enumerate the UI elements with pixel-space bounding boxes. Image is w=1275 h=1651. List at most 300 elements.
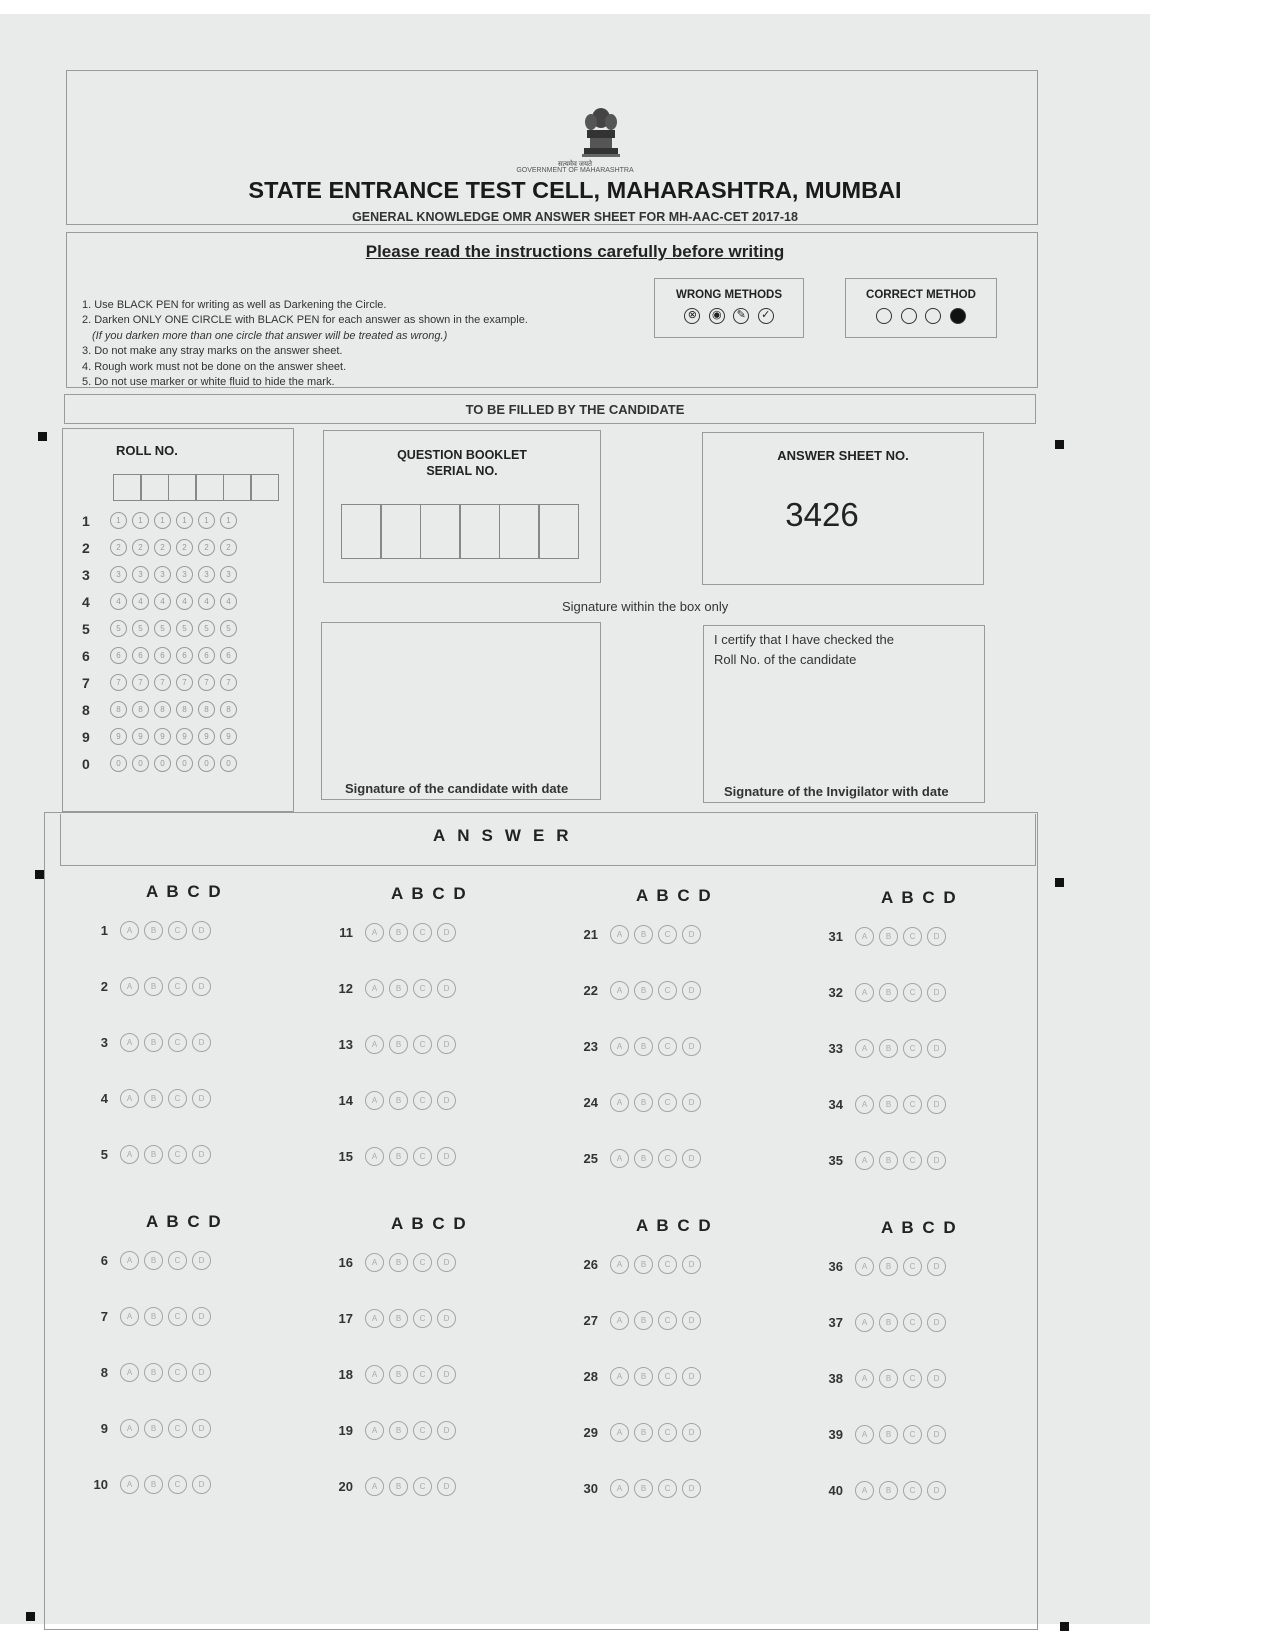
answer-bubble[interactable]: C (413, 1477, 432, 1496)
answer-bubble[interactable]: A (610, 1423, 629, 1442)
answer-bubble[interactable]: B (389, 1365, 408, 1384)
roll-digit-bubble[interactable]: 1 (110, 512, 127, 529)
answer-bubble[interactable]: C (168, 921, 187, 940)
answer-bubble[interactable]: B (144, 977, 163, 996)
roll-no-cell[interactable] (168, 474, 197, 501)
booklet-serial-cell[interactable] (420, 504, 461, 559)
answer-bubble[interactable]: A (120, 977, 139, 996)
answer-bubble[interactable]: C (658, 1255, 677, 1274)
question-number: 21 (583, 926, 598, 942)
answer-bubble[interactable]: B (634, 1149, 653, 1168)
answer-bubble[interactable]: C (168, 1145, 187, 1164)
answer-bubble[interactable]: B (144, 1419, 163, 1438)
option-header: A B C D (881, 1218, 956, 1237)
answer-bubble[interactable]: D (682, 1149, 701, 1168)
certify-line2: Roll No. of the candidate (714, 652, 857, 667)
booklet-serial-label (323, 447, 601, 479)
roll-digit-bubble[interactable]: 4 (220, 593, 237, 610)
roll-digit-bubble[interactable]: 4 (154, 593, 171, 610)
roll-digit-bubble[interactable]: 8 (154, 701, 171, 718)
roll-digit-bubble[interactable]: 6 (154, 647, 171, 664)
answer-bubble[interactable]: B (144, 1363, 163, 1382)
roll-digit-bubble[interactable]: 9 (176, 728, 193, 745)
answer-bubble[interactable]: C (658, 1093, 677, 1112)
answer-bubble[interactable]: A (610, 1311, 629, 1330)
answer-bubble[interactable]: C (903, 1313, 922, 1332)
roll-digit-bubble[interactable]: 8 (132, 701, 149, 718)
roll-digit-bubble[interactable]: 8 (176, 701, 193, 718)
booklet-serial-cell[interactable] (341, 504, 382, 559)
booklet-label-line1: QUESTION BOOKLET (397, 448, 527, 462)
answer-sheet-number: 3426 (785, 496, 859, 533)
roll-digit-bubble[interactable]: 1 (132, 512, 149, 529)
answer-bubble[interactable]: A (855, 983, 874, 1002)
answer-bubble[interactable]: B (879, 1481, 898, 1500)
booklet-serial-cells (342, 504, 579, 559)
question-number: 8 (100, 1364, 108, 1380)
roll-digit-row (82, 588, 242, 615)
wrong-tick-icon: ✓ (758, 308, 774, 324)
answer-bubble[interactable]: A (365, 1365, 384, 1384)
registration-mark (1055, 440, 1064, 449)
answer-bubble[interactable]: A (610, 1479, 629, 1498)
answer-bubble[interactable]: C (413, 1147, 432, 1166)
answer-bubble[interactable]: A (610, 1093, 629, 1112)
roll-digit-label: 7 (82, 674, 90, 691)
answer-bubble[interactable]: C (413, 979, 432, 998)
answer-bubble[interactable]: C (168, 1251, 187, 1270)
answer-bubble[interactable]: D (192, 921, 211, 940)
candidate-signature-box[interactable] (321, 622, 601, 800)
roll-digit-bubble[interactable]: 9 (220, 728, 237, 745)
answer-bubble[interactable]: A (855, 1313, 874, 1332)
question-number: 38 (828, 1370, 843, 1386)
question-number: 5 (100, 1146, 108, 1162)
question-number: 27 (583, 1312, 598, 1328)
roll-digit-bubble[interactable]: 1 (176, 512, 193, 529)
roll-digit-bubble[interactable]: 2 (198, 539, 215, 556)
answer-bubble[interactable]: A (610, 1037, 629, 1056)
roll-digit-bubble[interactable]: 8 (220, 701, 237, 718)
roll-digit-bubble[interactable]: 1 (154, 512, 171, 529)
answer-bubble[interactable]: D (192, 1089, 211, 1108)
option-header: A B C D (146, 882, 221, 901)
answer-bubble[interactable]: D (682, 1367, 701, 1386)
answer-bubble[interactable]: A (855, 1151, 874, 1170)
roll-digit-label: 6 (82, 647, 90, 664)
answer-bubble[interactable]: A (365, 1147, 384, 1166)
roll-digit-bubble[interactable]: 9 (110, 728, 127, 745)
roll-digit-bubble[interactable]: 3 (110, 566, 127, 583)
answer-bubble[interactable]: D (192, 1033, 211, 1052)
answer-bubble[interactable]: B (879, 1039, 898, 1058)
answer-bubble[interactable]: A (855, 1369, 874, 1388)
roll-digit-bubble[interactable]: 7 (132, 674, 149, 691)
answer-bubble[interactable]: D (437, 1365, 456, 1384)
answer-bubble[interactable]: C (903, 1481, 922, 1500)
answer-bubble[interactable]: C (413, 1253, 432, 1272)
answer-bubble[interactable]: B (879, 983, 898, 1002)
answer-bubble[interactable]: C (658, 1367, 677, 1386)
answer-bubble[interactable]: C (168, 1419, 187, 1438)
answer-bubble[interactable]: B (389, 1253, 408, 1272)
answer-bubble[interactable]: B (144, 1475, 163, 1494)
roll-digit-bubble[interactable]: 6 (176, 647, 193, 664)
answer-bubble[interactable]: B (634, 1367, 653, 1386)
answer-bubble[interactable]: C (658, 1149, 677, 1168)
question-number: 32 (828, 984, 843, 1000)
answer-bubble[interactable]: A (855, 1095, 874, 1114)
answer-bubble[interactable]: D (192, 1251, 211, 1270)
answer-bubble[interactable]: D (682, 1479, 701, 1498)
roll-digit-bubble[interactable]: 5 (198, 620, 215, 637)
answer-bubble[interactable]: D (437, 923, 456, 942)
roll-digit-bubble[interactable]: 2 (220, 539, 237, 556)
question-number: 39 (828, 1426, 843, 1442)
roll-no-cell[interactable] (250, 474, 279, 501)
question-row (805, 1092, 951, 1116)
instruction-item: 5. Do not use marker or white fluid to hide the mark. (82, 376, 335, 389)
question-row (315, 1306, 461, 1330)
answer-bubble[interactable]: A (365, 923, 384, 942)
wrong-dot-icon: ◉ (709, 308, 725, 324)
answer-bubble[interactable]: C (168, 1033, 187, 1052)
roll-digit-bubble[interactable]: 3 (154, 566, 171, 583)
roll-no-cell[interactable] (223, 474, 252, 501)
answer-bubble[interactable]: B (879, 1151, 898, 1170)
roll-digit-bubble[interactable]: 2 (132, 539, 149, 556)
answer-bubble[interactable]: D (682, 925, 701, 944)
answer-bubble[interactable]: D (682, 1037, 701, 1056)
roll-digit-bubble[interactable]: 7 (110, 674, 127, 691)
roll-digit-row (82, 696, 242, 723)
answer-bubble[interactable]: B (144, 1089, 163, 1108)
answer-bubble[interactable]: B (144, 1033, 163, 1052)
answer-bubble[interactable]: B (634, 1311, 653, 1330)
answer-bubble[interactable]: D (927, 1039, 946, 1058)
answer-bubble[interactable]: A (365, 1477, 384, 1496)
answer-bubble[interactable]: A (610, 925, 629, 944)
roll-digit-bubble[interactable]: 9 (154, 728, 171, 745)
wrong-cross-icon: ⊗ (684, 308, 700, 324)
answer-bubble[interactable]: C (903, 1425, 922, 1444)
roll-digit-bubble[interactable]: 0 (198, 755, 215, 772)
roll-digit-label: 9 (82, 728, 90, 745)
roll-digit-bubble[interactable]: 1 (198, 512, 215, 529)
question-number: 15 (338, 1148, 353, 1164)
answer-bubble[interactable]: B (879, 1313, 898, 1332)
answer-bubble[interactable]: C (413, 1421, 432, 1440)
answer-bubble[interactable]: D (927, 1313, 946, 1332)
answer-bubble[interactable]: D (437, 1253, 456, 1272)
answer-bubble[interactable]: D (437, 1477, 456, 1496)
answer-bubble[interactable]: A (365, 1253, 384, 1272)
question-number: 33 (828, 1040, 843, 1056)
roll-digit-bubble[interactable]: 0 (110, 755, 127, 772)
answer-bubble[interactable]: D (682, 981, 701, 1000)
roll-digit-bubble[interactable]: 0 (176, 755, 193, 772)
answer-bubble[interactable]: B (879, 1425, 898, 1444)
answer-bubble[interactable]: B (389, 1147, 408, 1166)
answer-bubble[interactable]: A (120, 1145, 139, 1164)
roll-digit-bubble[interactable]: 7 (220, 674, 237, 691)
roll-digit-bubble[interactable]: 6 (110, 647, 127, 664)
booklet-serial-cell[interactable] (538, 504, 579, 559)
answer-bubble[interactable]: D (192, 1145, 211, 1164)
answer-bubble[interactable]: B (389, 1091, 408, 1110)
answer-bubble[interactable]: A (365, 1035, 384, 1054)
answer-bubble[interactable]: D (192, 1419, 211, 1438)
roll-digit-bubble[interactable]: 2 (110, 539, 127, 556)
answer-bubble[interactable]: D (927, 1257, 946, 1276)
question-number: 25 (583, 1150, 598, 1166)
roll-digit-bubble[interactable]: 4 (176, 593, 193, 610)
answer-bubble[interactable]: B (634, 1037, 653, 1056)
roll-digit-bubble[interactable]: 4 (110, 593, 127, 610)
roll-digit-bubble[interactable]: 8 (198, 701, 215, 718)
roll-digit-bubble[interactable]: 3 (132, 566, 149, 583)
instruction-item: 3. Do not make any stray marks on the answer sheet. (82, 345, 343, 358)
answer-bubble[interactable]: D (927, 1151, 946, 1170)
roll-digit-bubble[interactable]: 4 (132, 593, 149, 610)
answer-bubble[interactable]: C (658, 1479, 677, 1498)
roll-digit-row (82, 507, 242, 534)
roll-digit-bubble[interactable]: 6 (220, 647, 237, 664)
answer-bubble[interactable]: A (855, 1425, 874, 1444)
answer-bubble[interactable]: D (192, 1307, 211, 1326)
answer-bubble[interactable]: A (855, 1257, 874, 1276)
answer-bubble[interactable]: D (437, 1421, 456, 1440)
answer-bubble[interactable]: B (634, 1255, 653, 1274)
roll-digit-bubble[interactable]: 5 (110, 620, 127, 637)
answer-bubble[interactable]: D (682, 1311, 701, 1330)
answer-bubble[interactable]: C (658, 1037, 677, 1056)
answer-bubble[interactable]: A (610, 1367, 629, 1386)
question-row (560, 922, 706, 946)
question-number: 2 (100, 978, 108, 994)
answer-bubble[interactable]: A (120, 1251, 139, 1270)
roll-digit-bubble[interactable]: 5 (132, 620, 149, 637)
answer-bubble[interactable]: A (855, 1481, 874, 1500)
answer-bubble[interactable]: C (903, 1151, 922, 1170)
answer-bubble[interactable]: C (168, 1307, 187, 1326)
option-header: A B C D (391, 1214, 466, 1233)
question-number: 4 (100, 1090, 108, 1106)
roll-digit-bubble[interactable]: 1 (220, 512, 237, 529)
question-row (805, 1366, 951, 1390)
question-number: 17 (338, 1310, 353, 1326)
answer-bubble[interactable]: B (389, 1421, 408, 1440)
correct-method-label: CORRECT METHOD (866, 289, 976, 301)
roll-digit-bubble[interactable]: 5 (154, 620, 171, 637)
answer-bubble[interactable]: D (927, 927, 946, 946)
question-number: 40 (828, 1482, 843, 1498)
question-row (560, 1308, 706, 1332)
answer-bubble[interactable]: A (120, 1307, 139, 1326)
question-number: 18 (338, 1366, 353, 1382)
roll-no-cell[interactable] (195, 474, 224, 501)
answer-bubble[interactable]: D (437, 1147, 456, 1166)
answer-bubble[interactable]: B (879, 1369, 898, 1388)
answer-bubble[interactable]: B (634, 925, 653, 944)
roll-digit-bubble[interactable]: 0 (132, 755, 149, 772)
registration-mark (26, 1612, 35, 1621)
answer-bubble[interactable]: B (144, 1251, 163, 1270)
answer-bubble[interactable]: B (879, 1257, 898, 1276)
question-row (70, 1304, 216, 1328)
question-row (805, 1254, 951, 1278)
answer-bubble[interactable]: B (144, 921, 163, 940)
answer-bubble[interactable]: A (365, 979, 384, 998)
certify-text (714, 630, 894, 670)
question-row (70, 918, 216, 942)
answer-bubble[interactable]: C (903, 1369, 922, 1388)
answer-bubble[interactable]: A (855, 927, 874, 946)
answer-bubble[interactable]: C (413, 1309, 432, 1328)
roll-digit-bubble[interactable]: 2 (176, 539, 193, 556)
answer-bubble[interactable]: B (634, 1423, 653, 1442)
answer-bubble[interactable]: A (120, 1089, 139, 1108)
question-row (315, 1474, 461, 1498)
roll-digit-bubble[interactable]: 4 (198, 593, 215, 610)
answer-bubble[interactable]: C (658, 1311, 677, 1330)
answer-bubble[interactable]: C (413, 1035, 432, 1054)
answer-bubble[interactable]: D (927, 1425, 946, 1444)
roll-digit-bubble[interactable]: 3 (198, 566, 215, 583)
roll-digit-row (82, 615, 242, 642)
booklet-serial-cell[interactable] (380, 504, 421, 559)
roll-digit-row (82, 750, 242, 777)
government-label: GOVERNMENT OF MAHARASHTRA (516, 167, 634, 174)
answer-bubble[interactable]: C (168, 1363, 187, 1382)
question-row (70, 1248, 216, 1272)
answer-bubble[interactable]: C (658, 925, 677, 944)
answer-bubble[interactable]: C (903, 927, 922, 946)
roll-digit-bubble[interactable]: 5 (176, 620, 193, 637)
answer-bubble[interactable]: D (927, 983, 946, 1002)
answer-bubble[interactable]: A (120, 1363, 139, 1382)
answer-bubble[interactable]: B (389, 979, 408, 998)
answer-bubble[interactable]: C (658, 1423, 677, 1442)
answer-bubble[interactable]: D (437, 979, 456, 998)
answer-bubble[interactable]: D (437, 1035, 456, 1054)
roll-digit-bubble[interactable]: 7 (176, 674, 193, 691)
answer-bubble[interactable]: D (192, 977, 211, 996)
answer-bubble[interactable]: C (413, 1091, 432, 1110)
answer-bubble[interactable]: D (682, 1093, 701, 1112)
roll-digit-bubble[interactable]: 0 (154, 755, 171, 772)
question-number: 1 (100, 922, 108, 938)
answer-bubble[interactable]: B (144, 1145, 163, 1164)
answer-bubble[interactable]: A (365, 1421, 384, 1440)
answer-bubble[interactable]: A (120, 1419, 139, 1438)
answer-bubble[interactable]: B (389, 1309, 408, 1328)
roll-digit-bubble[interactable]: 6 (198, 647, 215, 664)
question-row (805, 1148, 951, 1172)
roll-no-cell[interactable] (140, 474, 169, 501)
question-row (315, 976, 461, 1000)
answer-bubble[interactable]: A (365, 1309, 384, 1328)
booklet-serial-cell[interactable] (499, 504, 540, 559)
answer-bubble[interactable]: C (413, 923, 432, 942)
answer-bubble[interactable]: B (634, 1479, 653, 1498)
answer-bubble[interactable]: C (903, 1095, 922, 1114)
answer-bubble[interactable]: A (120, 1033, 139, 1052)
roll-digit-bubble[interactable]: 0 (220, 755, 237, 772)
answer-bubble[interactable]: D (927, 1481, 946, 1500)
answer-bubble[interactable]: C (658, 981, 677, 1000)
roll-digit-bubble[interactable]: 9 (198, 728, 215, 745)
roll-digit-bubble[interactable]: 5 (220, 620, 237, 637)
answer-bubble[interactable]: B (879, 1095, 898, 1114)
answer-bubble[interactable]: D (437, 1091, 456, 1110)
answer-bubble[interactable]: A (855, 1039, 874, 1058)
answer-bubble[interactable]: A (365, 1091, 384, 1110)
answer-bubble[interactable]: C (168, 1089, 187, 1108)
answer-bubble[interactable]: D (192, 1475, 211, 1494)
question-number: 19 (338, 1422, 353, 1438)
answer-bubble[interactable]: D (927, 1095, 946, 1114)
roll-no-cell[interactable] (113, 474, 142, 501)
empty-circle-icon (925, 308, 941, 324)
roll-digit-bubble[interactable]: 8 (110, 701, 127, 718)
roll-digit-bubble[interactable]: 7 (198, 674, 215, 691)
answer-bubble[interactable]: B (389, 1477, 408, 1496)
answer-bubble[interactable]: B (634, 981, 653, 1000)
roll-digit-bubble[interactable]: 9 (132, 728, 149, 745)
answer-bubble[interactable]: C (903, 1257, 922, 1276)
answer-bubble[interactable]: A (120, 1475, 139, 1494)
roll-digit-bubble[interactable]: 2 (154, 539, 171, 556)
answer-bubble[interactable]: C (168, 1475, 187, 1494)
question-number: 31 (828, 928, 843, 944)
answer-bubble[interactable]: C (903, 1039, 922, 1058)
question-number: 26 (583, 1256, 598, 1272)
answer-bubble[interactable]: B (634, 1093, 653, 1112)
question-row (805, 924, 951, 948)
answer-bubble[interactable]: C (168, 977, 187, 996)
question-row (560, 1364, 706, 1388)
answer-bubble[interactable]: D (682, 1423, 701, 1442)
answer-bubble[interactable]: B (144, 1307, 163, 1326)
answer-bubble[interactable]: B (879, 927, 898, 946)
answer-bubble[interactable]: D (437, 1309, 456, 1328)
roll-digit-bubble[interactable]: 6 (132, 647, 149, 664)
answer-bubble[interactable]: C (413, 1365, 432, 1384)
roll-no-label: ROLL NO. (116, 443, 178, 458)
answer-bubble[interactable]: A (610, 1149, 629, 1168)
instructions-heading: Please read the instructions carefully before writing (365, 242, 785, 261)
question-number: 10 (93, 1476, 108, 1492)
answer-bubble[interactable]: B (389, 923, 408, 942)
roll-digit-bubble[interactable]: 3 (176, 566, 193, 583)
roll-digit-bubble[interactable]: 3 (220, 566, 237, 583)
question-number: 24 (583, 1094, 598, 1110)
signature-note: Signature within the box only (562, 599, 729, 614)
answer-bubble[interactable]: D (682, 1255, 701, 1274)
answer-bubble[interactable]: A (610, 981, 629, 1000)
booklet-serial-cell[interactable] (459, 504, 500, 559)
answer-bubble[interactable]: D (192, 1363, 211, 1382)
answer-bubble[interactable]: B (389, 1035, 408, 1054)
answer-bubble[interactable]: C (903, 983, 922, 1002)
answer-bubble[interactable]: D (927, 1369, 946, 1388)
question-number: 14 (338, 1092, 353, 1108)
question-number: 22 (583, 982, 598, 998)
answer-bubble[interactable]: A (610, 1255, 629, 1274)
answer-bubble[interactable]: A (120, 921, 139, 940)
roll-digit-bubble[interactable]: 7 (154, 674, 171, 691)
